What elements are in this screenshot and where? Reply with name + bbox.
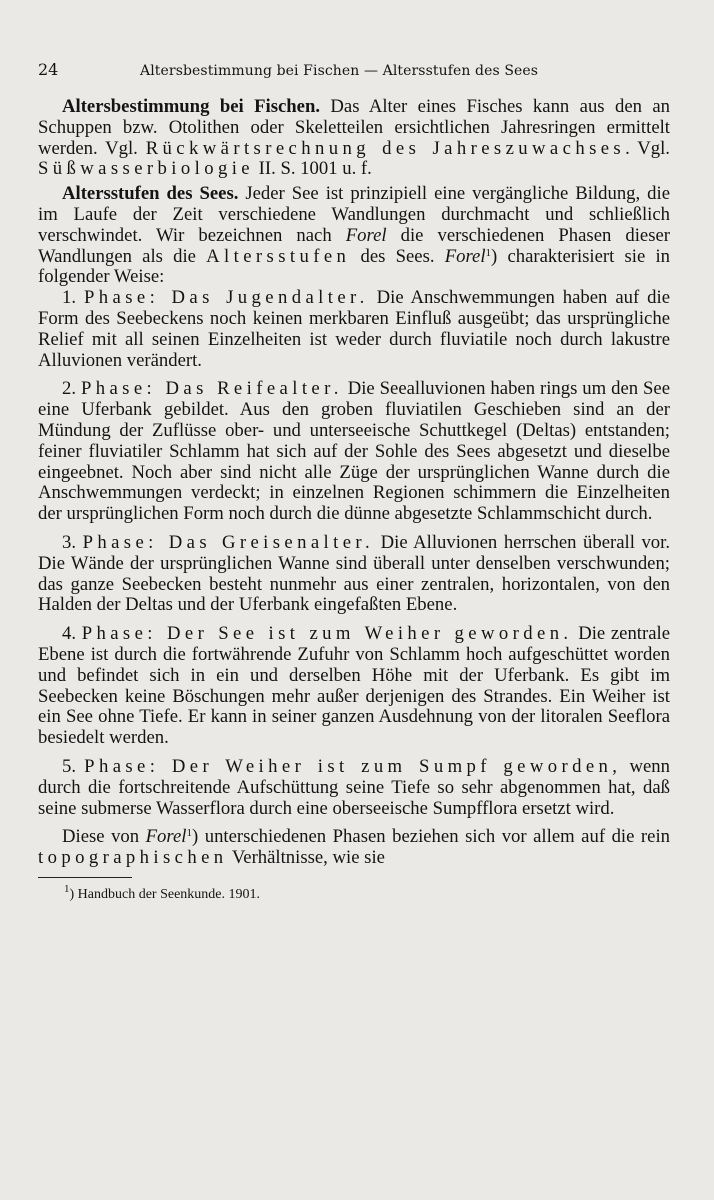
author-name: Forel (345, 224, 387, 246)
phase-number: 3. (62, 531, 83, 553)
phase-paragraph (38, 533, 670, 616)
phase-text: Die Seealluvionen haben rings um den See eine Uferbank gebildet. Aus den groben fluviatilen Geschieben sind an der Mündung der Zuflüsse ober- und unterseeische Schuttkegel (Deltas) entstanden; feiner fluviatiler Schlamm hat sich auf der Sohle des Sees abgesetzt und dieselbe eingeebnet. Noch aber sind nicht alle Züge der ursprünglichen Wanne durch die Anschwemmungen verdeckt; in einzelnen Regionen schimmern die Einzelheiten der ursprünglichen Form noch durch die dünne abgesetzte Schlammschicht durch. (38, 378, 670, 525)
footnote-number: 1 (64, 882, 70, 895)
entry-text: Jeder See ist prinzipiell eine vergängliche Bildung, die im Laufe der Zeit verschiedene Wandlungen durchmacht und schließlich verschwindet. Wir bezeichnen nach (38, 183, 670, 246)
phase-paragraph (38, 288, 670, 371)
phase-label: Phase: Der Weiher ist zum Sumpf geworden, (84, 755, 622, 777)
author-name: Forel (444, 245, 486, 267)
phase-number: 2. (62, 378, 81, 400)
phase-paragraph (38, 757, 670, 819)
footnote (38, 882, 670, 904)
cross-reference: Rückwärtsrechnung des Jahreszuwachses (145, 137, 626, 159)
spaced-term: topographischen (38, 847, 228, 869)
phase-text: Die Alluvionen herrschen überall vor. Die Wände der ursprünglichen Wanne sind überall unter denselben verschwunden; das ganze Seebecken besteht nunmehr aus einer zentralen, horizontalen, von den Halden der Deltas und der Uferbank eingefaßten Ebene. (38, 531, 671, 616)
entry-text: ) charakterisiert sie in folgender Weise: (38, 245, 671, 288)
closing-paragraph (38, 827, 670, 869)
entry-text: . Vgl. (625, 137, 670, 159)
entry-text: Das Alter eines Fisches kann aus den an Schuppen bzw. Otolithen oder Skeletteilen ersichtlichen Jahresringen ermittelt werden. Vgl. (38, 96, 670, 159)
page-body (38, 97, 670, 904)
author-name: Forel (145, 826, 187, 848)
phase-label: Phase: Das Jugendalter. (83, 287, 369, 309)
phase-paragraph (38, 624, 670, 749)
cross-reference: Süßwasserbiologie (38, 158, 254, 180)
phase-paragraph (38, 379, 670, 525)
footnote-marker: 1 (485, 246, 492, 259)
footnote-rule (38, 877, 132, 878)
footnote-text: ) Handbuch der Seenkunde. 1901. (69, 886, 261, 902)
footnote-marker: 1 (186, 827, 192, 840)
page-number: 24 (38, 60, 59, 79)
entry-headword: Altersstufen des Sees. (62, 183, 239, 205)
entry-text: II. S. 1001 u. f. (253, 158, 372, 180)
page-header (38, 60, 670, 79)
phase-number: 1. (62, 287, 84, 309)
entry-headword: Altersbestimmung bei Fischen. (62, 96, 321, 117)
phase-text: Die zentrale Ebene ist durch die fortwährende Zufuhr von Schlamm hoch aufgeschüttet worden und befindet sich in ein und derselben Höhe mit der Uferbank. Es gibt im Seebecken keine Böschungen mehr außer derjenigen des Strandes. Ein Weiher ist ein See ohne Tiefe. Er kann in seiner ganzen Ausdehnung von der litoralen Seeflora besiedelt werden. (38, 623, 670, 749)
phase-number: 4. (62, 623, 82, 645)
phase-number: 5. (62, 755, 85, 777)
phase-label: Phase: Das Reifealter. (80, 378, 343, 400)
closing-text: Verhältnisse, wie sie (227, 847, 385, 869)
entry-text: des Sees. (350, 245, 445, 267)
entry-altersbestimmung (38, 97, 670, 180)
entry-altersstufen (38, 184, 670, 288)
phase-text: Die Anschwemmungen haben auf die Form des Seebeckens noch keinen merkbaren Einfluß ausgeübt; das ursprüngliche Relief mit all seinen Einzelheiten ist weder durch fluviatile noch durch lakustre Alluvionen verändert. (38, 287, 670, 371)
closing-text: Diese von (62, 826, 146, 848)
running-title: Altersbestimmung bei Fischen — Altersstufen des Sees (140, 63, 539, 79)
phase-label: Phase: Das Greisenalter. (82, 531, 375, 553)
phase-label: Phase: Der See ist zum Weiher geworden. (81, 623, 573, 645)
spaced-term: Altersstufen (206, 245, 351, 267)
entry-text: die verschiedenen Phasen dieser Wandlungen als die (38, 224, 670, 267)
closing-text: ) unterschiedenen Phasen beziehen sich vor allem auf die rein (191, 826, 670, 848)
phase-text: wenn durch die fortschreitende Aufschüttung seine Tiefe so sehr abgenommen hat, daß seine submerse Wasserflora durch eine oberseeische Sumpfflora ersetzt wird. (38, 755, 670, 819)
